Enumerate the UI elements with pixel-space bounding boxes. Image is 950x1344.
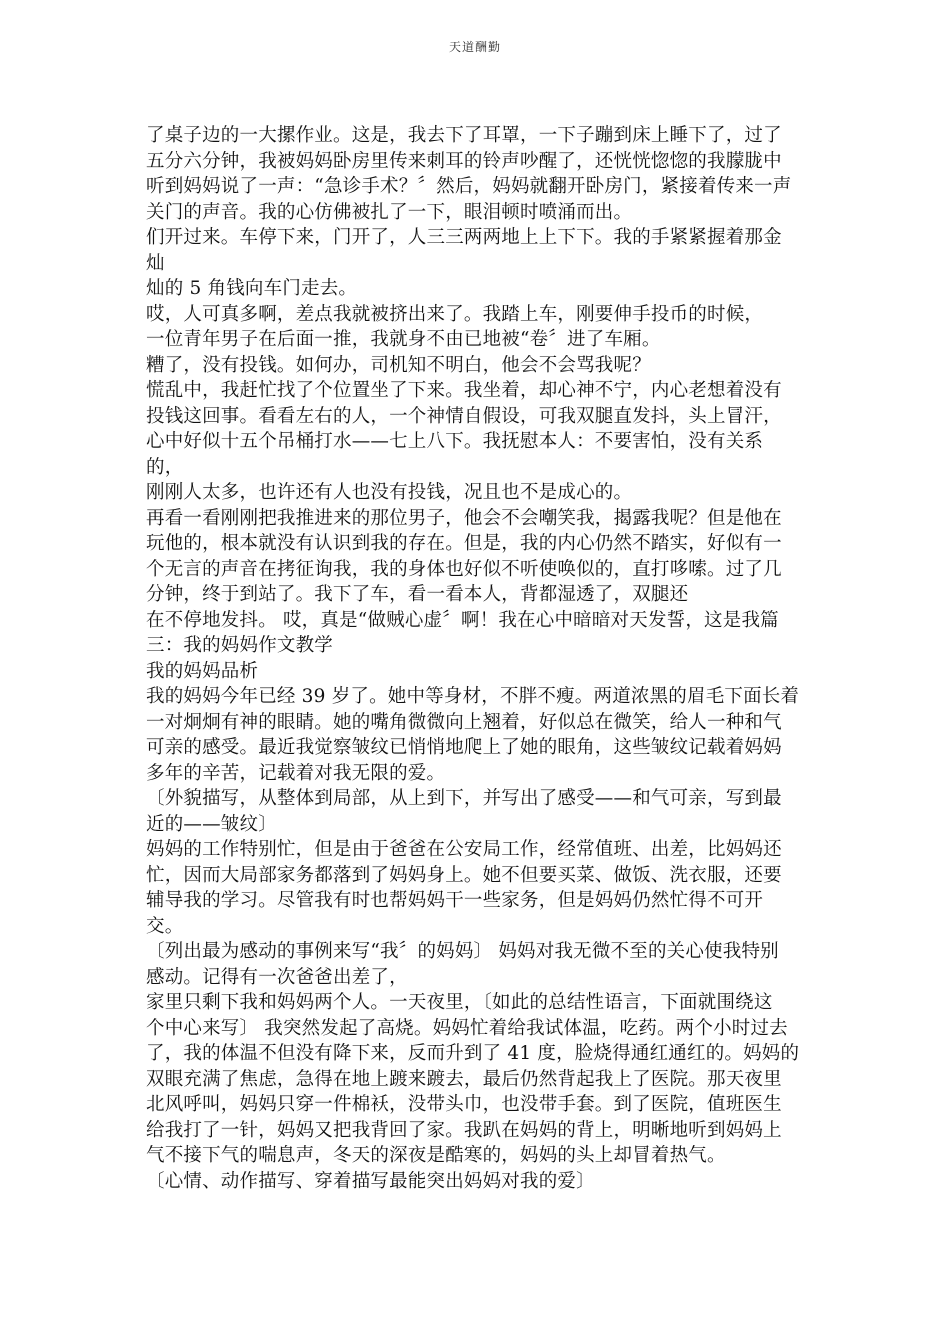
text-line: 双眼充满了焦虑，急得在地上踱来踱去，最后仍然背起我上了医院。那天夜里 (146, 1068, 782, 1090)
text-line: 五分六分钟，我被妈妈卧房里传来刺耳的铃声吵醒了，还恍恍惚惚的我朦胧中 (146, 150, 782, 172)
text-line: 交。 (146, 915, 184, 937)
text-line: 个无言的声音在拷征询我，我的身体也好似不听使唤似的，直打哆嗦。过了几 (146, 558, 782, 580)
text-line: 北风呼叫，妈妈只穿一件棉袄，没带头巾，也没带手套。到了医院，值班医生 (146, 1094, 782, 1115)
text-line: 我的妈妈今年已经 39 岁了。她中等身材，不胖不瘦。两道浓黑的眉毛下面长着 (146, 686, 800, 707)
text-line: 玩他的，根本就没有认识到我的存在。但是，我的内心仍然不踏实，好似有一 (146, 533, 782, 554)
text-line: 糟了，没有投钱。如何办，司机知不明白，他会不会骂我呢？ (146, 354, 651, 376)
text-line: 听到妈妈说了一声：“急诊手术？〞然后，妈妈就翻开卧房门，紧接着传来一声 (146, 176, 792, 197)
text-line: 妈妈的工作特别忙，但是由于爸爸在公安局工作，经常值班、出差，比妈妈还 (146, 839, 782, 860)
text-line: 了，我的体温不但没有降下来，反而升到了 41 度，脸烧得通红通红的。妈妈的 (146, 1043, 800, 1064)
text-line: 在不停地发抖。 哎，真是“做贼心虚〞啊！我在心中暗暗对天发誓，这是我篇 (146, 609, 779, 631)
text-line: 个中心来写〕 我突然发起了高烧。妈妈忙着给我试体温，吃药。两个小时过去 (146, 1017, 788, 1039)
text-line: 〔外貌描写，从整体到局部，从上到下，并写出了感受——和气可亲，写到最 (146, 788, 782, 809)
text-line: 刚刚人太多，也许还有人也没有投钱，况且也不是成心的。 (146, 482, 633, 503)
text-line: 〔列出最为感动的事例来写“我〞的妈妈〕 妈妈对我无微不至的关心使我特别 (146, 941, 779, 962)
text-line: 慌乱中，我赶忙找了个位置坐了下来。我坐着，却心神不宁，内心老想着没有 (146, 380, 782, 401)
text-line: 多年的辛苦，记载着对我无限的爱。 (146, 762, 446, 784)
text-line: 近的——皱纹〕 (146, 813, 277, 835)
text-line: 心中好似十五个吊桶打水——七上八下。我抚慰本人：不要害怕，没有关系 (146, 431, 764, 452)
text-line: 一位青年男子在后面一推，我就身不由已地被“卷〞进了车厢。 (146, 329, 661, 350)
text-line: 可亲的感受。最近我觉察皱纹已悄悄地爬上了她的眼角，这些皱纹记载着妈妈 (146, 737, 782, 758)
page-header: 天道酬勤 (448, 40, 501, 54)
text-line: 再看一看刚刚把我推进来的那位男子，他会不会嘲笑我，揭露我呢？但是他在 (146, 507, 782, 529)
text-line: 投钱这回事。看看左右的人，一个神情自假设，可我双腿直发抖，头上冒汗， (146, 405, 782, 427)
text-line: 关门的声音。我的心仿佛被扎了一下，眼泪顿时喷涌而出。 (146, 201, 633, 223)
text-line: 我的妈妈品析 (146, 660, 259, 682)
text-line: 三：我的妈妈作文教学 (146, 635, 334, 656)
text-line: 辅导我的学习。尽管我有时也帮妈妈干一些家务，但是妈妈仍然忙得不可开 (146, 890, 764, 911)
text-line: 〔心情、动作描写、穿着描写最能突出妈妈对我的爱〕 (146, 1170, 595, 1192)
text-line: 灿的 5 角钱向车门走去。 (146, 278, 358, 299)
text-line: 忙，因而大局部家务都落到了妈妈身上。她不但要买菜、做饭、洗衣服，还要 (146, 864, 782, 886)
text-line: 给我打了一针，妈妈又把我背回了家。我趴在妈妈的背上，明晰地听到妈妈上 (146, 1119, 782, 1141)
text-line: 灿 (146, 252, 165, 274)
text-line: 哎，人可真多啊，差点我就被挤出来了。我踏上车，刚要伸手投币的时候， (146, 303, 764, 325)
text-line: 感动。记得有一次爸爸出差了， (146, 966, 408, 988)
text-line: 的， (146, 456, 184, 478)
text-line: 了桌子边的一大摞作业。这是，我去下了耳罩，一下子蹦到床上睡下了，过了 (146, 125, 782, 146)
text-line: 一对炯炯有神的眼睛。她的嘴角微微向上翘着，好似总在微笑，给人一种和气 (146, 711, 782, 733)
text-line: 分钟，终于到站了。我下了车，看一看本人，背都湿透了，双腿还 (146, 584, 689, 605)
document-body (146, 123, 806, 1194)
text-line: 家里只剩下我和妈妈两个人。一天夜里，〔如此的总结性语言，下面就围绕这 (146, 992, 773, 1013)
text-line: 气不接下气的喘息声，冬天的深夜是酷寒的，妈妈的头上却冒着热气。 (146, 1145, 726, 1166)
text-line: 们开过来。车停下来，门开了，人三三两两地上上下下。我的手紧紧握着那金 (146, 227, 782, 248)
